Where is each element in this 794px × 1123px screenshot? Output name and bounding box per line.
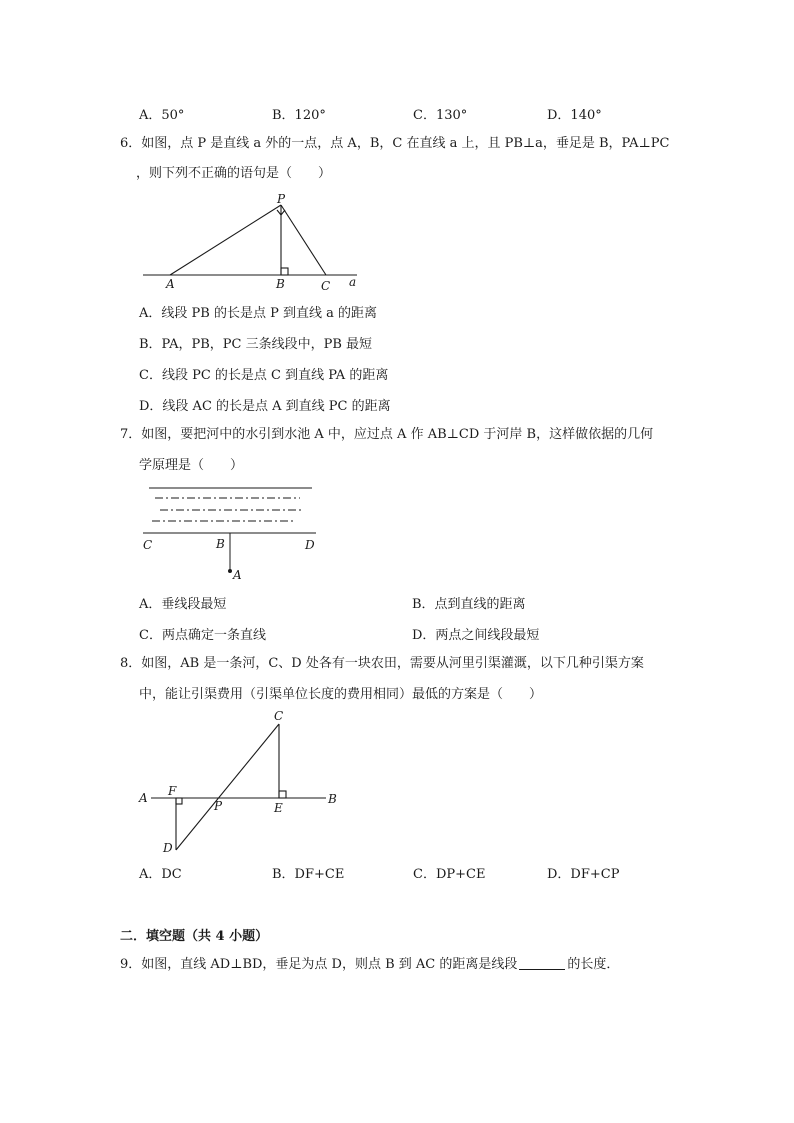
q7-option-b: B．点到直线的距离 bbox=[412, 597, 526, 612]
q6-label-b: B bbox=[276, 277, 285, 291]
q9-text-before: 9．如图，直线 AD⊥BD，垂足为点 D，则点 B 到 AC 的距离是线段 bbox=[120, 957, 518, 972]
q8-option-b: B．DF+CE bbox=[272, 867, 345, 882]
q8-label-a: A bbox=[139, 791, 148, 805]
q5-option-c: C．130° bbox=[413, 108, 468, 123]
q8-label-p: P bbox=[214, 799, 223, 813]
q8-option-c: C．DP+CE bbox=[413, 867, 486, 882]
q8-label-f: F bbox=[168, 784, 177, 798]
q8-label-c: C bbox=[274, 709, 284, 723]
q8-stem-line1: 8．如图，AB 是一条河，C、D 处各有一块农田，需要从河里引渠灌溉，以下几种引渠方案 bbox=[120, 656, 644, 671]
q6-stem-line2: ，则下列不正确的语句是（ ） bbox=[136, 166, 332, 181]
q5-option-a: A．50° bbox=[139, 108, 185, 123]
q6-stem-line1: 6．如图，点 P 是直线 a 外的一点，点 A，B，C 在直线 a 上，且 PB⊥a，垂足是 B，PA⊥PC bbox=[120, 136, 670, 151]
q7-label-a: A bbox=[233, 568, 242, 582]
q6-option-c: C．线段 PC 的长是点 C 到直线 PA 的距离 bbox=[139, 368, 389, 383]
q6-label-a: A bbox=[166, 277, 175, 291]
q8-option-a: A．DC bbox=[139, 867, 182, 882]
q7-label-c: C bbox=[143, 538, 153, 552]
q9-answer-blank[interactable] bbox=[519, 956, 565, 970]
q6-label-c: C bbox=[321, 279, 331, 293]
q8-option-d: D．DF+CP bbox=[547, 867, 620, 882]
q6-option-a: A．线段 PB 的长是点 P 到直线 a 的距离 bbox=[139, 306, 377, 321]
q7-stem-line1: 7．如图，要把河中的水引到水池 A 中，应过点 A 作 AB⊥CD 于河岸 B，这样做依据的几何 bbox=[120, 427, 654, 442]
q6-option-b: B．PA，PB，PC 三条线段中，PB 最短 bbox=[139, 337, 373, 352]
q6-option-d: D．线段 AC 的长是点 A 到直线 PC 的距离 bbox=[139, 399, 391, 414]
q8-stem-line2: 中，能让引渠费用（引渠单位长度的费用相同）最低的方案是（ ） bbox=[139, 687, 543, 702]
q5-option-d: D．140° bbox=[547, 108, 602, 123]
q7-option-d: D．两点之间线段最短 bbox=[412, 628, 540, 643]
q8-label-e: E bbox=[274, 801, 283, 815]
q9-text-after: 的长度． bbox=[567, 957, 620, 972]
q6-label-line-a: a bbox=[349, 275, 357, 289]
section-title-fill-in: 二．填空题（共 4 小题） bbox=[120, 929, 269, 944]
q7-option-a: A．垂线段最短 bbox=[139, 597, 227, 612]
q5-option-b: B．120° bbox=[272, 108, 326, 123]
q7-stem-line2: 学原理是（ ） bbox=[139, 458, 244, 473]
q8-label-b: B bbox=[328, 792, 337, 806]
q9-stem bbox=[120, 956, 619, 974]
q7-label-d: D bbox=[305, 538, 315, 552]
q7-option-c: C．两点确定一条直线 bbox=[139, 628, 266, 643]
q6-label-p: P bbox=[277, 192, 286, 206]
q7-label-b: B bbox=[216, 537, 225, 551]
q8-label-d: D bbox=[163, 841, 173, 855]
